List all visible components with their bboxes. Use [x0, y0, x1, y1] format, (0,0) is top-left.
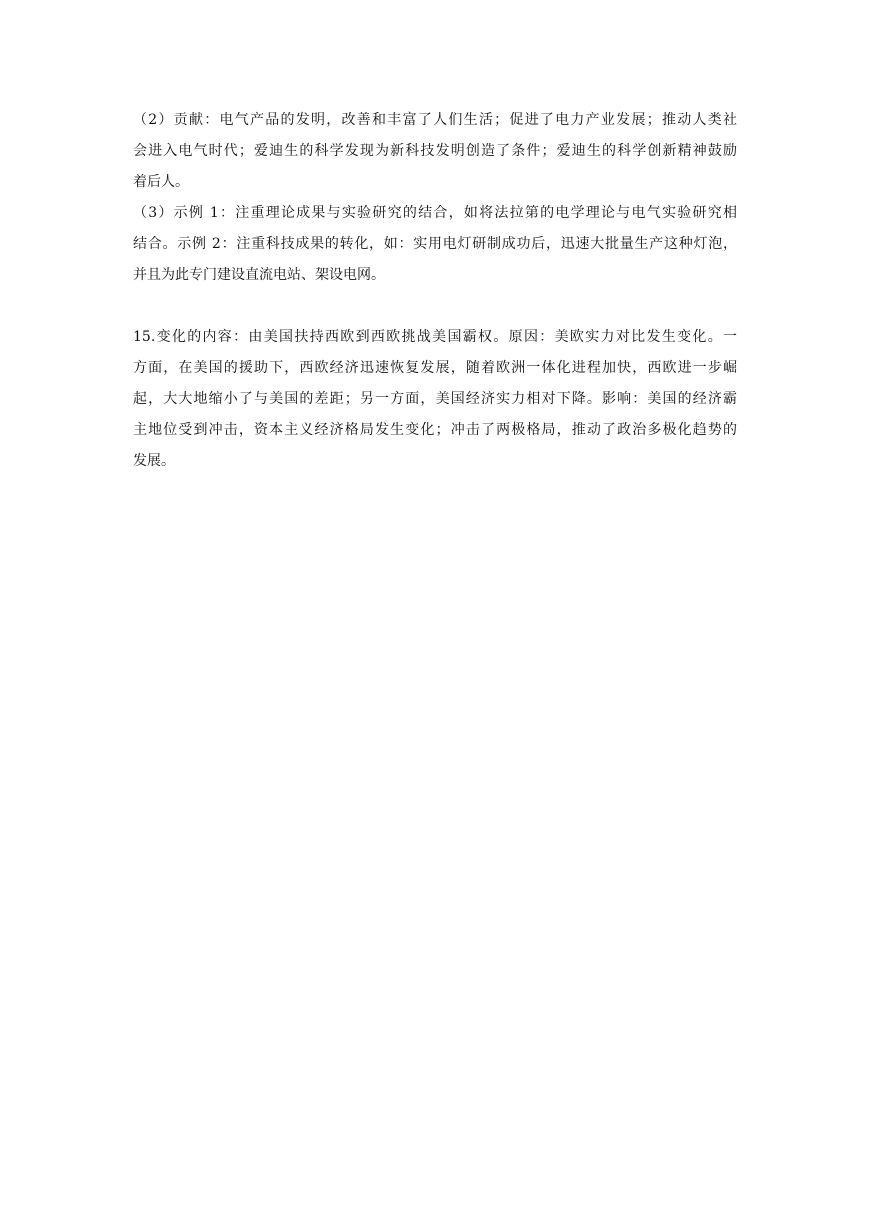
text-line: 结合。示例 2：注重科技成果的转化，如：实用电灯研制成功后，迅速大批量生产这种灯泡， — [133, 236, 737, 252]
text-line: （3）示例 1：注重理论成果与实验研究的结合，如将法拉第的电学理论与电气实验研究相 — [133, 205, 737, 221]
text-line: 起，大大地缩小了与美国的差距；另一方面，美国经济实力相对下降。影响：美国的经济霸 — [133, 391, 737, 407]
answer-paragraph-15 — [133, 322, 737, 477]
answer-paragraph-2 — [133, 105, 737, 198]
text-line: 主地位受到冲击，资本主义经济格局发生变化；冲击了两极格局，推动了政治多极化趋势的 — [133, 422, 737, 438]
text-line: 会进入电气时代；爱迪生的科学发现为新科技发明创造了条件；爱迪生的科学创新精神鼓励 — [133, 143, 737, 159]
text-line: 并且为此专门建设直流电站、架设电网。 — [133, 267, 385, 283]
answer-paragraph-3 — [133, 198, 737, 291]
text-line: 着后人。 — [133, 174, 189, 190]
document-body — [133, 105, 737, 477]
text-line: 方面，在美国的援助下，西欧经济迅速恢复发展，随着欧洲一体化进程加快，西欧进一步崛 — [133, 360, 737, 376]
text-line: （2）贡献：电气产品的发明，改善和丰富了人们生活；促进了电力产业发展；推动人类社 — [133, 112, 737, 128]
text-line: 发展。 — [133, 453, 175, 469]
paragraph-gap — [133, 291, 737, 322]
text-line: 15.变化的内容：由美国扶持西欧到西欧挑战美国霸权。原因：美欧实力对比发生变化。一 — [133, 329, 737, 345]
